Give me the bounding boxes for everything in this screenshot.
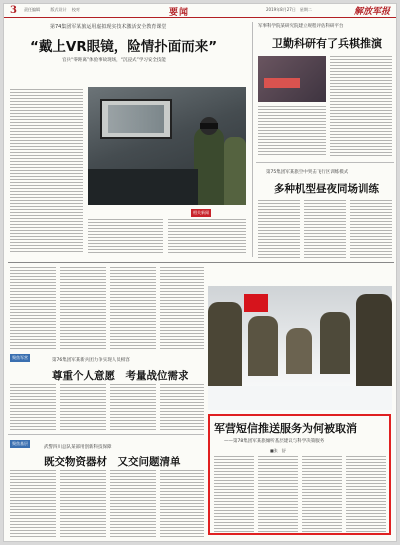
article-body-column	[350, 200, 392, 258]
article-subheadline: 官兵“零距离”体验事故现场，“沉浸式”学习安全技能	[62, 58, 166, 63]
article-body-column	[168, 219, 246, 254]
article-headline: “戴上VR眼镜，险情扑面而来”	[30, 39, 218, 55]
article-body-column	[10, 384, 56, 430]
article-body-column	[60, 384, 106, 430]
issue-date: 2019年8月27日 星期二	[266, 7, 312, 12]
vr-training-photo	[88, 87, 246, 205]
article-body-column	[160, 267, 204, 349]
article-body-column	[60, 470, 106, 538]
article-body-column	[304, 200, 346, 258]
snow-training-photo	[208, 286, 392, 410]
article-headline: 军营短信推送服务为何被取消	[214, 422, 357, 435]
section-divider	[8, 434, 204, 435]
article-kicker: 第74集团军某旅运用虚拟现实技术激活安全教育课堂	[50, 24, 167, 30]
section-divider	[8, 262, 394, 263]
article-byline: ■张 舒	[270, 448, 286, 453]
article-kicker: 武警四川总队某部用创新科技保障	[44, 445, 112, 450]
snow-ground	[208, 386, 392, 410]
soldier-group	[356, 294, 392, 390]
soldier-group	[320, 312, 350, 374]
masthead	[4, 4, 397, 18]
soldier-figure-2	[224, 137, 246, 205]
article-body-column	[10, 267, 56, 349]
article-body-column	[110, 267, 156, 349]
soldier-group	[208, 302, 242, 388]
soldier-figure	[194, 127, 224, 205]
newspaper-page	[3, 3, 397, 542]
soldier-group	[248, 316, 278, 376]
article-body-column	[330, 56, 392, 156]
article-kicker: 军事科学院某研究院建立规程评估科研平台	[258, 24, 344, 29]
screen-content	[108, 105, 164, 133]
article-body-column	[10, 470, 56, 538]
vr-headset	[200, 123, 218, 129]
section-title: 要闻	[169, 8, 190, 18]
article-kicker: 第75集团军某旅空中突击飞行区训练模式	[266, 170, 349, 175]
article-body-column	[258, 200, 300, 258]
column-divider	[252, 22, 253, 257]
article-headline: 卫勤科研有了兵棋推演	[272, 37, 382, 50]
article-body-column	[302, 456, 342, 532]
article-body-column	[88, 219, 163, 254]
article-body-column	[346, 456, 386, 532]
page-number: 3	[10, 5, 17, 16]
related-news-badge: 相关新闻	[193, 210, 209, 215]
article-body-column	[160, 470, 204, 538]
newspaper-logo: 解放军报	[354, 7, 391, 17]
editor-credits: 责任编辑 版式设计 校对	[24, 7, 80, 12]
article-body-column	[110, 384, 156, 430]
article-subheadline: ——第78集团军某旅倾听基层建议与科学决策服务	[224, 439, 325, 444]
article-headline: 多种机型昼夜同场训练	[274, 183, 379, 195]
article-body-column	[258, 106, 326, 156]
article-body-column	[214, 456, 254, 532]
article-body-column	[110, 470, 156, 538]
article-body-column	[60, 267, 106, 349]
article-headline: 尊重个人意愿 考量战位需求	[52, 370, 189, 382]
article-kicker: 第76集团军某新兵团力争实现人员相容	[52, 358, 130, 363]
photo-label-shape	[264, 78, 300, 88]
article-body-column	[160, 384, 204, 430]
article-headline: 既交物资器材 又交问题清单	[44, 456, 181, 468]
soldier-group	[286, 328, 312, 374]
console-desk	[88, 169, 198, 205]
article-body-column	[258, 456, 298, 532]
column-tag: 聚焦基层	[12, 441, 28, 446]
article-body-column	[10, 89, 83, 254]
war-game-photo	[258, 56, 326, 102]
highlighted-article-sms-service[interactable]	[208, 414, 391, 535]
red-flag	[244, 294, 268, 312]
column-tag: 聚焦军营	[12, 355, 28, 360]
section-divider	[256, 162, 394, 163]
